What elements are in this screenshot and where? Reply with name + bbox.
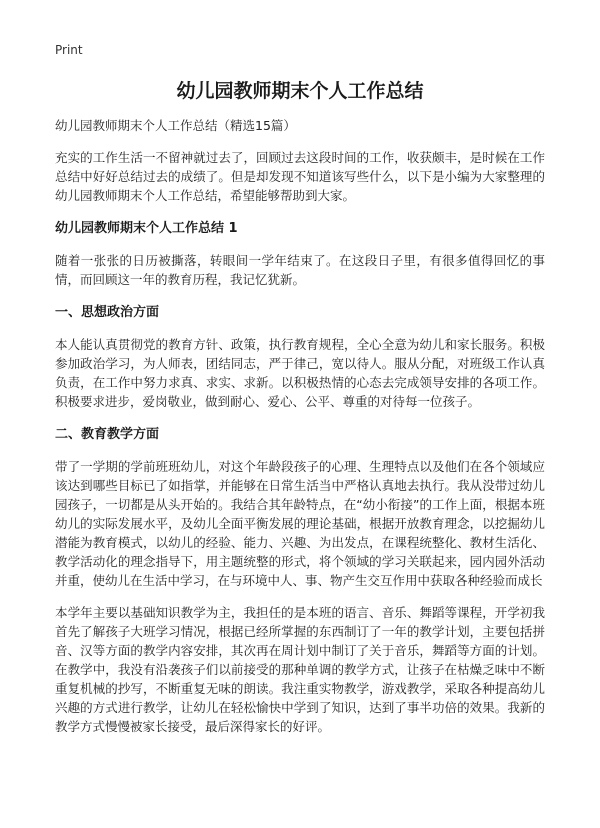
page-title: 幼儿园教师期末个人工作总结 bbox=[176, 80, 424, 102]
article-intro-paragraph: 随着一张张的日历被撕落，转眼间一学年结束了。在这段日子里，有很多值得回忆的事情，而回顾这一年的教育历程，我记忆犹新。 bbox=[55, 253, 545, 287]
section-heading-teaching: 二、教育教学方面 bbox=[55, 427, 160, 442]
section-teaching-paragraph-1: 带了一学期的学前班班幼儿，对这个年龄段孩子的心理、生理特点以及他们在各个领域应该达到哪些目标已了如指掌，并能够在日常生活当中严格认真地去执行。我从没带过幼儿园孩子，一切都是从头开始的。我结合其年龄特点，在“幼小衔接”的工作上面，根据本班幼儿的实际发展水平，及幼儿全面平衡发展的理论基础，根据开放教育理念，以挖掘幼儿潜能为教育模式，以幼儿的经验、能力、兴趣、为出发点，在课程统整化、教材生活化、教学活动化的理念指导下，用主题统整的形式，将个领域的学习关联起来，园内园外活动并重，使幼儿在生活中学习，在与环境中人、事、物产生交互作用中获取各种经验而成长 bbox=[55, 459, 545, 588]
article-heading: 幼儿园教师期末个人工作总结 1 bbox=[55, 221, 238, 236]
section-teaching-paragraph-2: 本学年主要以基础知识教学为主，我担任的是本班的语言、音乐、舞蹈等课程，开学初我首先了解孩子大班学习情况，根据已经所掌握的东西制订了一年的教学计划，主要包括拼音、汉等方面的教学内容安排，其次再在周计划中制订了关于音乐，舞蹈等方面的计划。在教学中，我没有沿袭孩子们以前接受的那种单调的教学方式，让孩子在枯燥乏味中不断重复机械的抄写，不断重复无味的朗读。我注重实物教学，游戏教学，采取各种提高幼儿兴趣的方式进行教学，让幼儿在轻松愉快中学到了知识，达到了事半功倍的效果。我新的教学方式慢慢被家长接受，最后深得家长的好评。 bbox=[55, 605, 545, 734]
intro-paragraph: 充实的工作生活一不留神就过去了，回顾过去这段时间的工作，收获颇丰，是时候在工作总结中好好总结过去的成绩了。但是却发现不知道该写些什么，以下是小编为大家整理的幼儿园教师期末个人工作总结，希望能够帮助到大家。 bbox=[55, 150, 545, 203]
print-link[interactable]: Print bbox=[55, 43, 83, 57]
section-heading-politics: 一、思想政治方面 bbox=[55, 305, 160, 320]
document-subtitle: 幼儿园教师期末个人工作总结（精选15篇） bbox=[55, 118, 296, 133]
section-politics-paragraph: 本人能认真贯彻党的教育方针、政策，执行教育规程，全心全意为幼儿和家长服务。积极参加政治学习，为人师表，团结同志，严于律己，宽以待人。服从分配，对班级工作认真负责，在工作中努力求真、求实、求新。以积极热情的心态去完成领导安排的各项工作。积极要求进步，爱岗敬业，做到耐心、爱心、公平、尊重的对待每一位孩子。 bbox=[55, 337, 545, 409]
